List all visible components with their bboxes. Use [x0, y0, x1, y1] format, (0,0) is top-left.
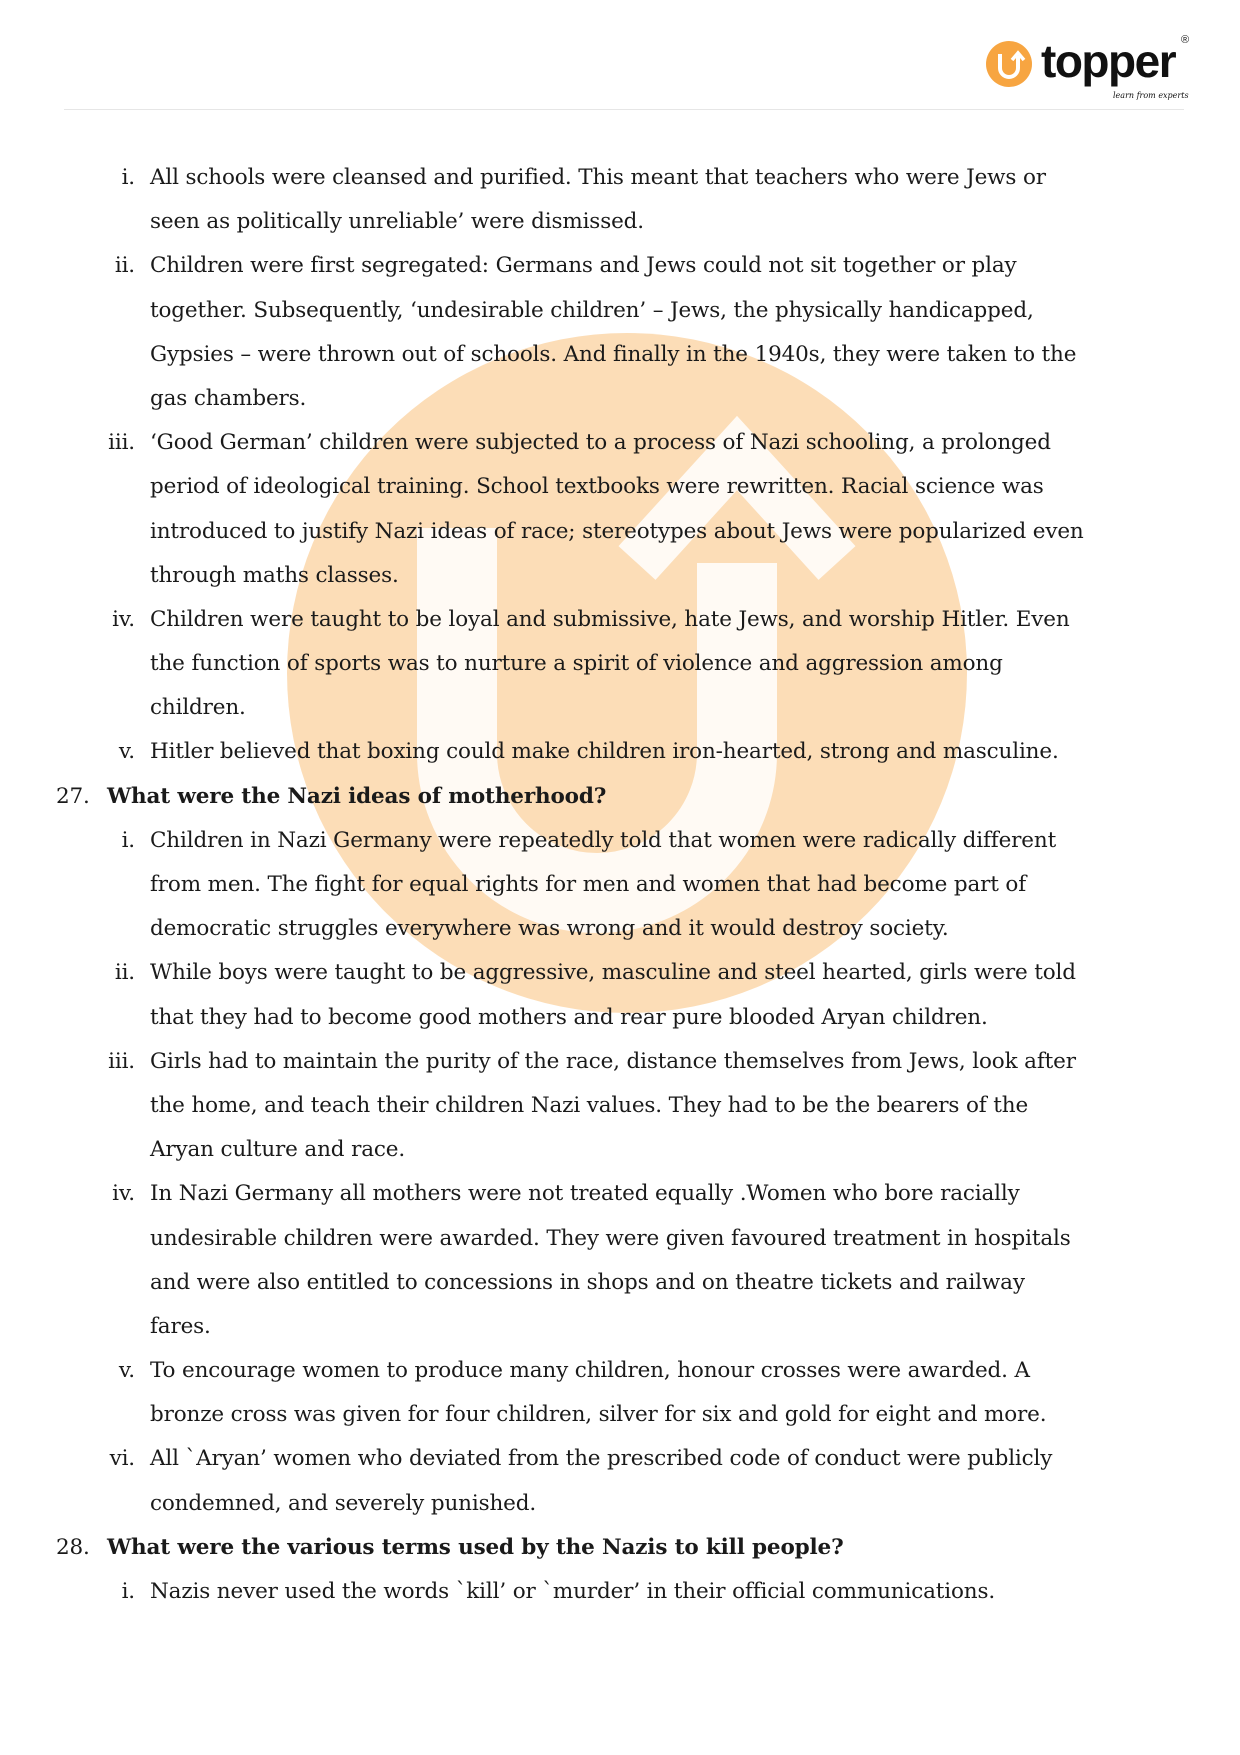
question-number: 27. — [56, 783, 90, 809]
list-item-text: introduced to justify Nazi ideas of race; stereotypes about Jews were popularized even — [150, 518, 1084, 544]
list-item-text: Aryan culture and race. — [150, 1137, 406, 1163]
list-item-line — [0, 642, 1240, 686]
list-item-text: bronze cross was given for four children, silver for six and gold for eight and more. — [150, 1402, 1047, 1428]
list-item-text: fares. — [150, 1313, 211, 1339]
list-item-line — [0, 1261, 1240, 1305]
list-item-text: together. Subsequently, ‘undesirable children’ – Jews, the physically handicapped, — [150, 297, 1034, 323]
logo-text: topper — [1041, 35, 1176, 87]
list-item-text: and were also entitled to concessions in shops and on theatre tickets and railway — [150, 1269, 1025, 1295]
list-item-text: period of ideological training. School textbooks were rewritten. Racial science was — [150, 474, 1044, 500]
list-item-line — [0, 730, 1240, 774]
list-item-numeral: ii. — [114, 960, 135, 986]
list-item-numeral: i. — [121, 827, 135, 853]
list-item-line — [0, 1040, 1240, 1084]
list-item-text: Nazis never used the words `kill’ or `murder’ in their official communications. — [150, 1579, 996, 1604]
list-item-text: ‘Good German’ children were subjected to a process of Nazi schooling, a prolonged — [150, 430, 1051, 456]
list-item-text: that they had to become good mothers and rear pure blooded Aryan children. — [150, 1004, 988, 1030]
question-text: What were the various terms used by the Nazis to kill people? — [107, 1534, 844, 1560]
list-item-text: Children were taught to be loyal and submissive, hate Jews, and worship Hitler. Even — [150, 606, 1070, 632]
header-divider — [64, 109, 1184, 110]
list-item-line — [0, 333, 1240, 377]
list-item-numeral: i. — [121, 165, 135, 190]
list-item-line — [0, 907, 1240, 951]
list-item-text: condemned, and severely punished. — [150, 1490, 537, 1516]
list-item-line — [0, 1482, 1240, 1526]
list-item-line — [0, 156, 1240, 200]
list-item-line — [0, 421, 1240, 465]
list-item-line — [0, 1172, 1240, 1216]
list-item-line — [0, 1349, 1240, 1393]
topper-logo-icon — [985, 40, 1033, 88]
list-item-text: through maths classes. — [150, 562, 399, 588]
list-item-numeral: v. — [118, 739, 135, 765]
list-item-text: All `Aryan’ women who deviated from the prescribed code of conduct were publicly — [150, 1446, 1053, 1472]
list-item-line — [0, 1128, 1240, 1172]
list-item-line — [0, 996, 1240, 1040]
list-item-line — [0, 1570, 1240, 1614]
list-item-line — [0, 1393, 1240, 1437]
list-item-line — [0, 289, 1240, 333]
topper-logo — [985, 34, 1195, 102]
list-item-line — [0, 598, 1240, 642]
list-item-numeral: iv. — [112, 606, 135, 632]
list-item-text: While boys were taught to be aggressive, masculine and steel hearted, girls were told — [150, 960, 1076, 986]
list-item-line — [0, 1084, 1240, 1128]
list-item-line — [0, 377, 1240, 421]
list-item-text: children. — [150, 695, 246, 721]
list-item-text: the home, and teach their children Nazi values. They had to be the bearers of the — [150, 1092, 1029, 1118]
list-item-text: the function of sports was to nurture a spirit of violence and aggression among — [150, 651, 1003, 677]
list-item-text: gas chambers. — [150, 385, 307, 411]
list-item-line — [0, 1305, 1240, 1349]
list-item-line — [0, 465, 1240, 509]
list-item-text: Gypsies – were thrown out of schools. And finally in the 1940s, they were taken to the — [150, 341, 1077, 367]
list-item-text: To encourage women to produce many children, honour crosses were awarded. A — [150, 1358, 1030, 1384]
question-text: What were the Nazi ideas of motherhood? — [107, 783, 607, 809]
list-item-line — [0, 1217, 1240, 1261]
list-item-text: Hitler believed that boxing could make children iron-hearted, strong and masculine. — [150, 739, 1059, 765]
list-item-numeral: i. — [121, 1579, 135, 1604]
question-number: 28. — [56, 1534, 90, 1560]
registered-mark: ® — [1181, 34, 1190, 46]
document-body — [0, 156, 1240, 1614]
list-item-numeral: ii. — [114, 253, 135, 279]
question-heading — [0, 1526, 1240, 1570]
list-item-line — [0, 200, 1240, 244]
list-item-text: Girls had to maintain the purity of the race, distance themselves from Jews, look after — [150, 1048, 1076, 1074]
list-item-text: All schools were cleansed and purified. This meant that teachers who were Jews or — [150, 165, 1046, 190]
list-item-text: seen as politically unreliable’ were dismissed. — [150, 209, 644, 235]
list-item-line — [0, 686, 1240, 730]
list-item-text: In Nazi Germany all mothers were not treated equally .Women who bore racially — [150, 1181, 1020, 1207]
list-item-numeral: iii. — [108, 430, 135, 456]
list-item-text: from men. The fight for equal rights for men and women that had become part of — [150, 872, 1027, 897]
list-item-line — [0, 863, 1240, 907]
list-item-line — [0, 510, 1240, 554]
list-item-line — [0, 1437, 1240, 1481]
list-item-line — [0, 244, 1240, 288]
list-item-line — [0, 819, 1240, 863]
list-item-text: undesirable children were awarded. They were given favoured treatment in hospitals — [150, 1225, 1071, 1251]
list-item-numeral: v. — [118, 1358, 135, 1384]
list-item-line — [0, 554, 1240, 598]
question-heading — [0, 775, 1240, 819]
list-item-text: Children were first segregated: Germans and Jews could not sit together or play — [150, 253, 1017, 279]
logo-tagline: learn from experts — [1113, 91, 1189, 100]
list-item-line — [0, 951, 1240, 995]
list-item-numeral: vi. — [109, 1446, 135, 1472]
list-item-numeral: iii. — [108, 1048, 135, 1074]
list-item-text: democratic struggles everywhere was wrong and it would destroy society. — [150, 916, 949, 942]
list-item-text: Children in Nazi Germany were repeatedly told that women were radically different — [150, 827, 1057, 853]
list-item-numeral: iv. — [112, 1181, 135, 1207]
